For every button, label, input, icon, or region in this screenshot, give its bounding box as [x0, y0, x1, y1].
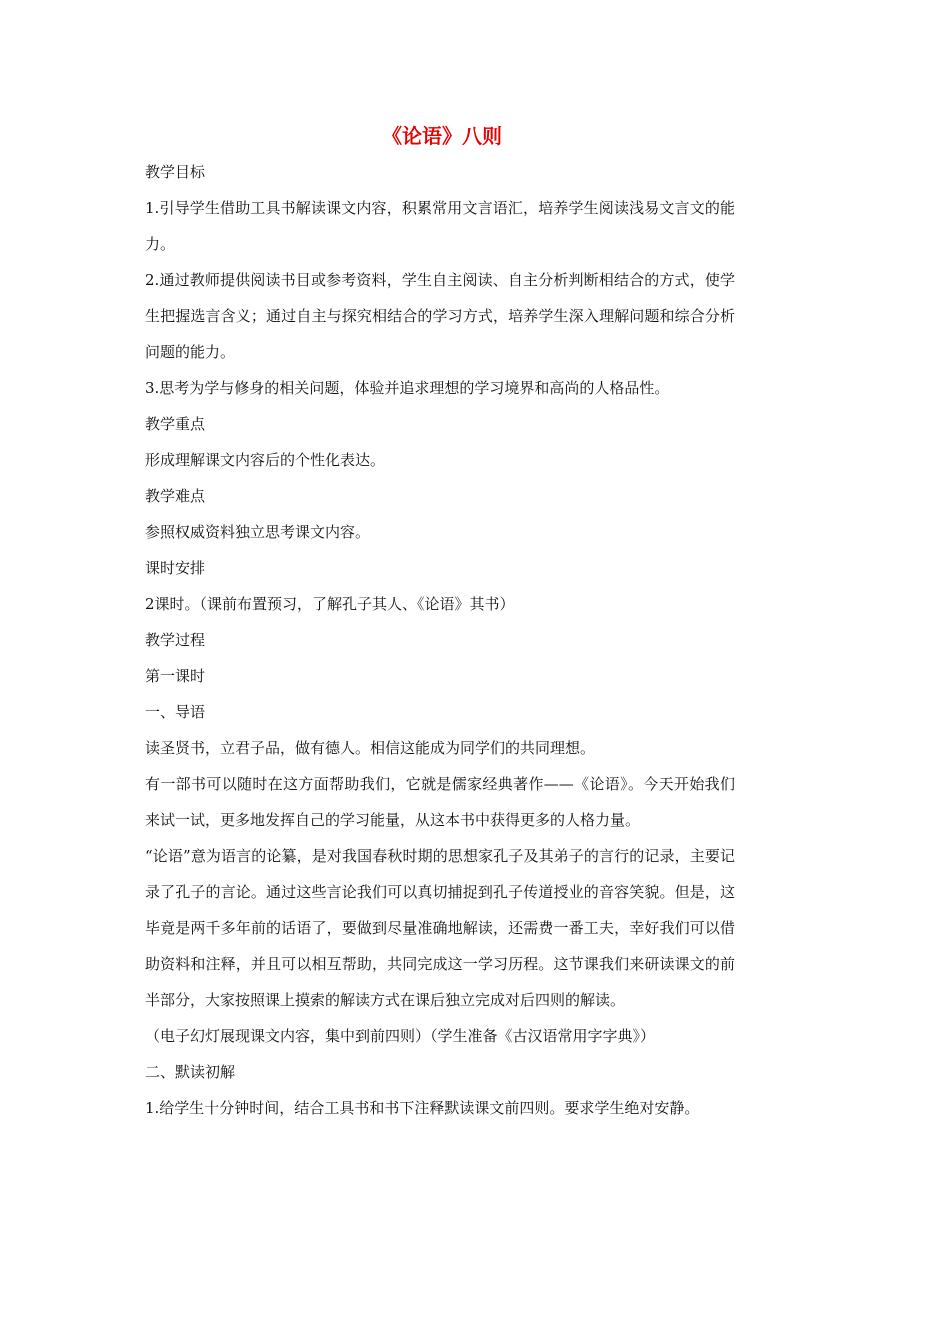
- goal-item-2: 2.通过教师提供阅读书目或参考资料，学生自主阅读、自主分析判断相结合的方式，使学生把握选言含义；通过自主与探究相结合的学习方式，培养学生深入理解问题和综合分析问题的能力。: [145, 271, 735, 361]
- document-page: [145, 118, 735, 1126]
- difficulties-text: 参照权威资料独立思考课文内容。: [145, 523, 371, 541]
- heading-introduction: 一、导语: [145, 703, 206, 721]
- intro-paragraph-2: 有一部书可以随时在这方面帮助我们，它就是儒家经典著作——《论语》。今天开始我们来试一试，更多地发挥自己的学习能量，从这本书中获得更多的人格力量。: [145, 775, 735, 829]
- heading-first-lesson: 第一课时: [145, 667, 206, 685]
- intro-paragraph-3: “论语”意为语言的论纂，是对我国春秋时期的思想家孔子及其弟子的言行的记录，主要记录了孔子的言论。通过这些言论我们可以真切捕捉到孔子传道授业的音容笑貌。但是，这毕竟是两千多年前的话语了，要做到尽量准确地解读，还需费一番工夫，幸好我们可以借助资料和注释，并且可以相互帮助，共同完成这一学习历程。这节课我们来研读课文的前半部分，大家按照课上摸索的解读方式在课后独立完成对后四则的解读。: [145, 847, 735, 1009]
- heading-process: 教学过程: [145, 631, 206, 649]
- heading-schedule: 课时安排: [145, 559, 206, 577]
- heading-teaching-goals: 教学目标: [145, 163, 206, 181]
- intro-paragraph-1: 读圣贤书，立君子品，做有德人。相信这能成为同学们的共同理想。: [145, 739, 596, 757]
- goal-item-1: 1.引导学生借助工具书解读课文内容，积累常用文言语汇，培养学生阅读浅易文言文的能力。: [145, 199, 735, 253]
- document-title: 《论语》八则: [382, 124, 502, 148]
- heading-key-points: 教学重点: [145, 415, 206, 433]
- slide-note: （电子幻灯展现课文内容，集中到前四则）（学生准备《古汉语常用字字典》）: [145, 1027, 656, 1045]
- heading-difficulties: 教学难点: [145, 487, 206, 505]
- silent-reading-item-1: 1.给学生十分钟时间，结合工具书和书下注释默读课文前四则。要求学生绝对安静。: [145, 1099, 700, 1117]
- schedule-text: 2课时。（课前布置预习，了解孔子其人、《论语》其书）: [145, 595, 515, 613]
- heading-silent-reading: 二、默读初解: [145, 1063, 236, 1081]
- key-points-text: 形成理解课文内容后的个性化表达。: [145, 451, 386, 469]
- goal-item-3: 3.思考为学与修身的相关问题，体验并追求理想的学习境界和高尚的人格品性。: [145, 379, 670, 397]
